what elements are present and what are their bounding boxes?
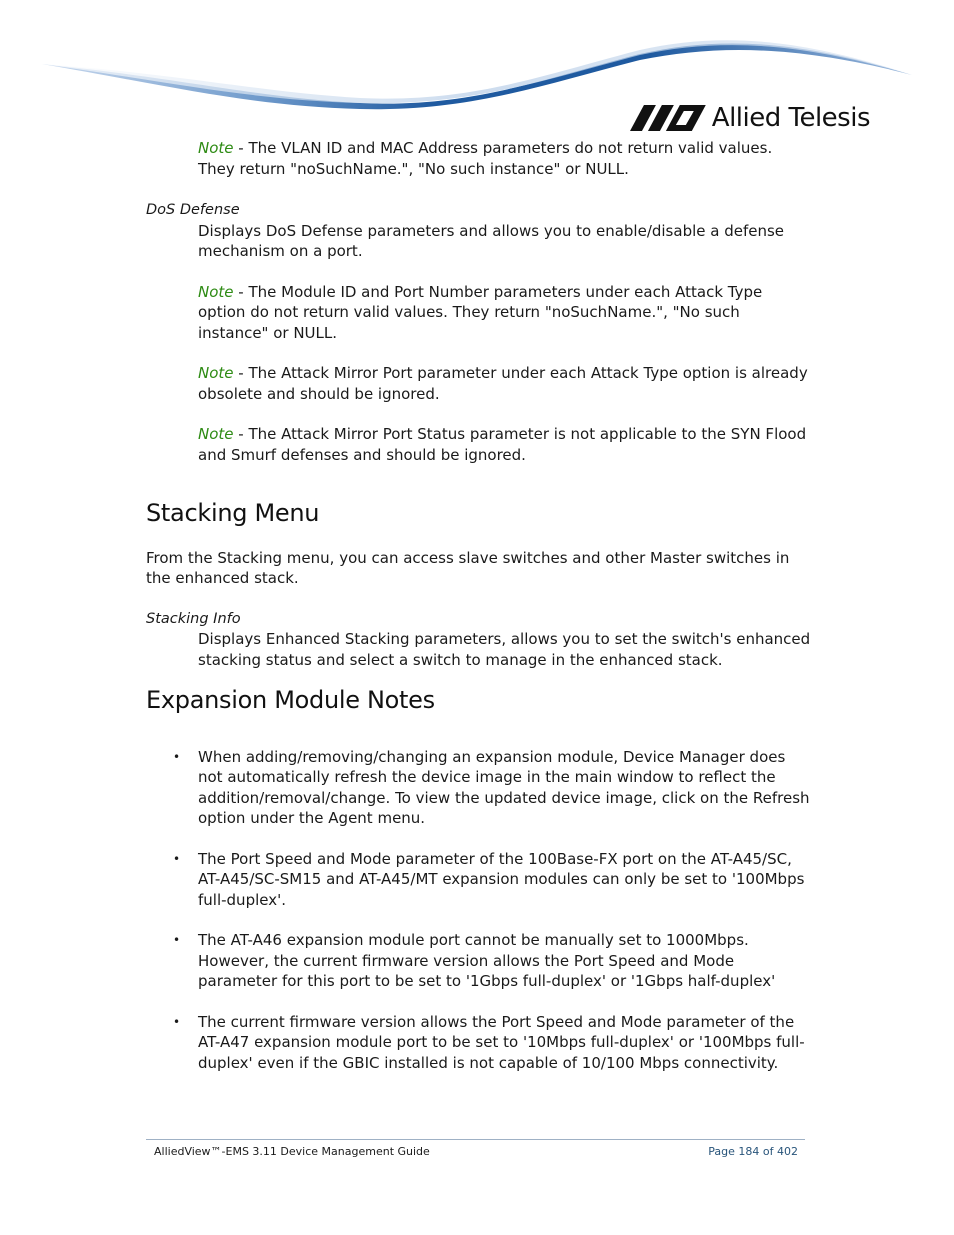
note-label: Note: [198, 425, 234, 443]
bullet-icon: •: [173, 851, 181, 866]
list-item-text: When adding/removing/changing an expansion module, Device Manager does not automatically refresh the device image in the main window to reflect the addition/removal/change. To view the updated device image, click on the Refresh option under the Agent menu.: [198, 747, 810, 827]
dos-note-3: [198, 424, 811, 465]
bullet-icon: •: [173, 749, 181, 764]
note-text: - The Attack Mirror Port parameter under each Attack Type option is already obsolete and should be ignored.: [198, 364, 808, 403]
note-label: Note: [198, 282, 234, 301]
allied-telesis-logo-mark-icon: [630, 105, 706, 131]
list-item-text: The Port Speed and Mode parameter of the 100Base-FX port on the AT-A45/SC, AT-A45/SC-SM15 and AT-A45/MT expansion modules can only be set to '100Mbps full-duplex'.: [198, 849, 805, 909]
allied-telesis-logo: [630, 100, 870, 136]
footer-document-title: AlliedView™-EMS 3.11 Device Management Guide: [154, 1145, 430, 1158]
dos-note-1: [198, 282, 811, 344]
dos-note-2: [198, 363, 811, 404]
dos-defense-heading: DoS Defense: [146, 202, 240, 218]
bullet-icon: •: [173, 1014, 181, 1029]
footer-page-number: Page 184 of 402: [708, 1145, 798, 1158]
list-item: [146, 747, 811, 829]
stacking-intro: From the Stacking menu, you can access slave switches and other Master switches in the enhanced stack.: [146, 548, 790, 587]
note-text: - The Module ID and Port Number parameters under each Attack Type option do not return valid values. They return "noSuchName.", "No such instance" or NULL.: [198, 282, 763, 342]
stacking-info-description: Displays Enhanced Stacking parameters, allows you to set the switch's enhanced stacking status and select a switch to manage in the enhanced stack.: [198, 630, 811, 669]
list-item: [146, 849, 811, 911]
note-label: Note: [198, 364, 234, 382]
brand-name: Allied Telesis: [711, 103, 870, 133]
list-item-text: The AT-A46 expansion module port cannot be manually set to 1000Mbps. However, the current firmware version allows the Port Speed and Mode parameter for this port to be set to '1Gbps full-duplex' or '1Gbps half-duplex': [198, 931, 776, 990]
page-body: [146, 138, 811, 1093]
expansion-module-notes-title: Expansion Module Notes: [146, 686, 435, 714]
stacking-info-heading: Stacking Info: [146, 610, 241, 627]
list-item-text: The current firmware version allows the Port Speed and Mode parameter of the AT-A47 expansion module port to be set to '10Mbps full-duplex' or '100Mbps full-duplex' even if the GBIC installed is not capable of 10/100 Mbps connectivity.: [198, 1012, 805, 1072]
bullet-icon: •: [173, 933, 181, 947]
dos-defense-description: Displays DoS Defense parameters and allows you to enable/disable a defense mechanism on a port.: [198, 221, 785, 260]
stacking-menu-title: Stacking Menu: [146, 499, 320, 527]
note-label: Note: [198, 139, 234, 157]
vlan-note: [198, 138, 811, 179]
expansion-notes-list: [146, 747, 811, 1074]
footer-divider: [146, 1139, 805, 1140]
note-text: - The VLAN ID and MAC Address parameters do not return valid values. They return "noSuchName.", "No such instance" or NULL.: [198, 139, 773, 178]
note-text: - The Attack Mirror Port Status parameter is not applicable to the SYN Flood and Smurf defenses and should be ignored.: [198, 425, 807, 464]
list-item: [146, 1012, 811, 1074]
list-item: [146, 930, 811, 992]
